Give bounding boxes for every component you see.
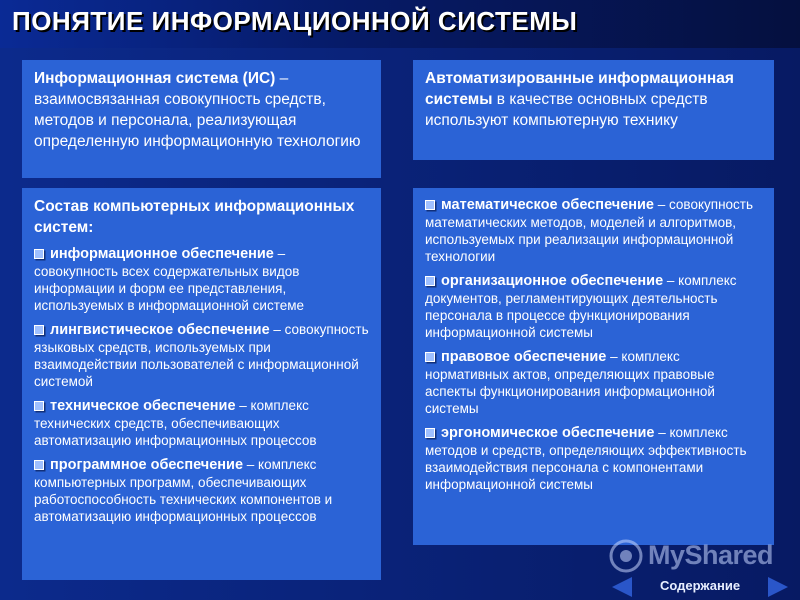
item-term: правовое обеспечение (441, 349, 607, 365)
item-text: – комплекс технических средств, обеспечивающих автоматизацию информационных процессов (34, 398, 317, 448)
watermark-logo (608, 538, 778, 574)
composition-heading: Состав компьютерных информационных систем: (34, 198, 355, 236)
list-item (425, 424, 762, 493)
item-text: – совокупность языковых средств, используемых при взаимодействии пользователей с информационной системой (34, 322, 369, 389)
item-term: организационное обеспечение (441, 273, 664, 289)
list-item (425, 196, 762, 265)
square-bullet-icon (425, 276, 435, 286)
square-bullet-icon (34, 401, 44, 411)
square-bullet-icon (34, 249, 44, 259)
title-band (0, 0, 800, 48)
definition-text: – взаимосвязанная совокупность средств, методов и персонала, реализующая определенную информационную технологию (34, 70, 361, 150)
item-term: лингвистическое обеспечение (50, 322, 270, 338)
list-item (425, 348, 762, 417)
arrow-right-icon[interactable] (768, 577, 788, 597)
composition-right-box (413, 188, 774, 545)
item-term: техническое обеспечение (50, 398, 236, 414)
item-term: математическое обеспечение (441, 197, 654, 213)
square-bullet-icon (425, 352, 435, 362)
list-item (34, 456, 369, 525)
slide-title: ПОНЯТИЕ ИНФОРМАЦИОННОЙ СИСТЕМЫ (12, 6, 578, 36)
item-term: информационное обеспечение (50, 246, 274, 262)
square-bullet-icon (425, 200, 435, 210)
slide-navigation (612, 574, 788, 598)
item-text: – совокупность математических методов, моделей и алгоритмов, используемых при реализации информационной технологии (425, 197, 753, 264)
item-text: – совокупность всех содержательных видов информации и форм ее представления, используемых в информационной системе (34, 246, 305, 313)
list-item (425, 272, 762, 341)
automated-term: Автоматизированные информационная системы (425, 70, 734, 108)
item-text: – комплекс методов и средств, определяющих эффективность взаимодействия персонала с компонентами информационной системы (425, 425, 747, 492)
definition-box (22, 60, 381, 178)
contents-link[interactable]: Содержание (660, 578, 741, 593)
watermark-emblem-icon (608, 538, 644, 574)
item-text: – комплекс нормативных актов, определяющих правовые аспекты функционирования информационной системы (425, 349, 715, 416)
item-term: эргономическое обеспечение (441, 425, 655, 441)
item-text: – комплекс компьютерных программ, обеспечивающих работоспособность технических компонентов и автоматизацию информационных процессов (34, 457, 333, 524)
automated-systems-box (413, 60, 774, 160)
list-item (34, 397, 369, 449)
list-item (34, 245, 369, 314)
item-term: программное обеспечение (50, 457, 244, 473)
item-text: – комплекс документов, регламентирующих деятельность персонала в процессе функционирования информационной системы (425, 273, 737, 340)
automated-text: в качестве основных средств используют компьютерную технику (425, 91, 708, 129)
watermark-text: MyShared (648, 540, 774, 570)
arrow-left-icon[interactable] (612, 577, 632, 597)
composition-left-box (22, 188, 381, 580)
square-bullet-icon (425, 428, 435, 438)
square-bullet-icon (34, 460, 44, 470)
definition-term: Информационная система (ИС) (34, 70, 276, 87)
list-item (34, 321, 369, 390)
square-bullet-icon (34, 325, 44, 335)
